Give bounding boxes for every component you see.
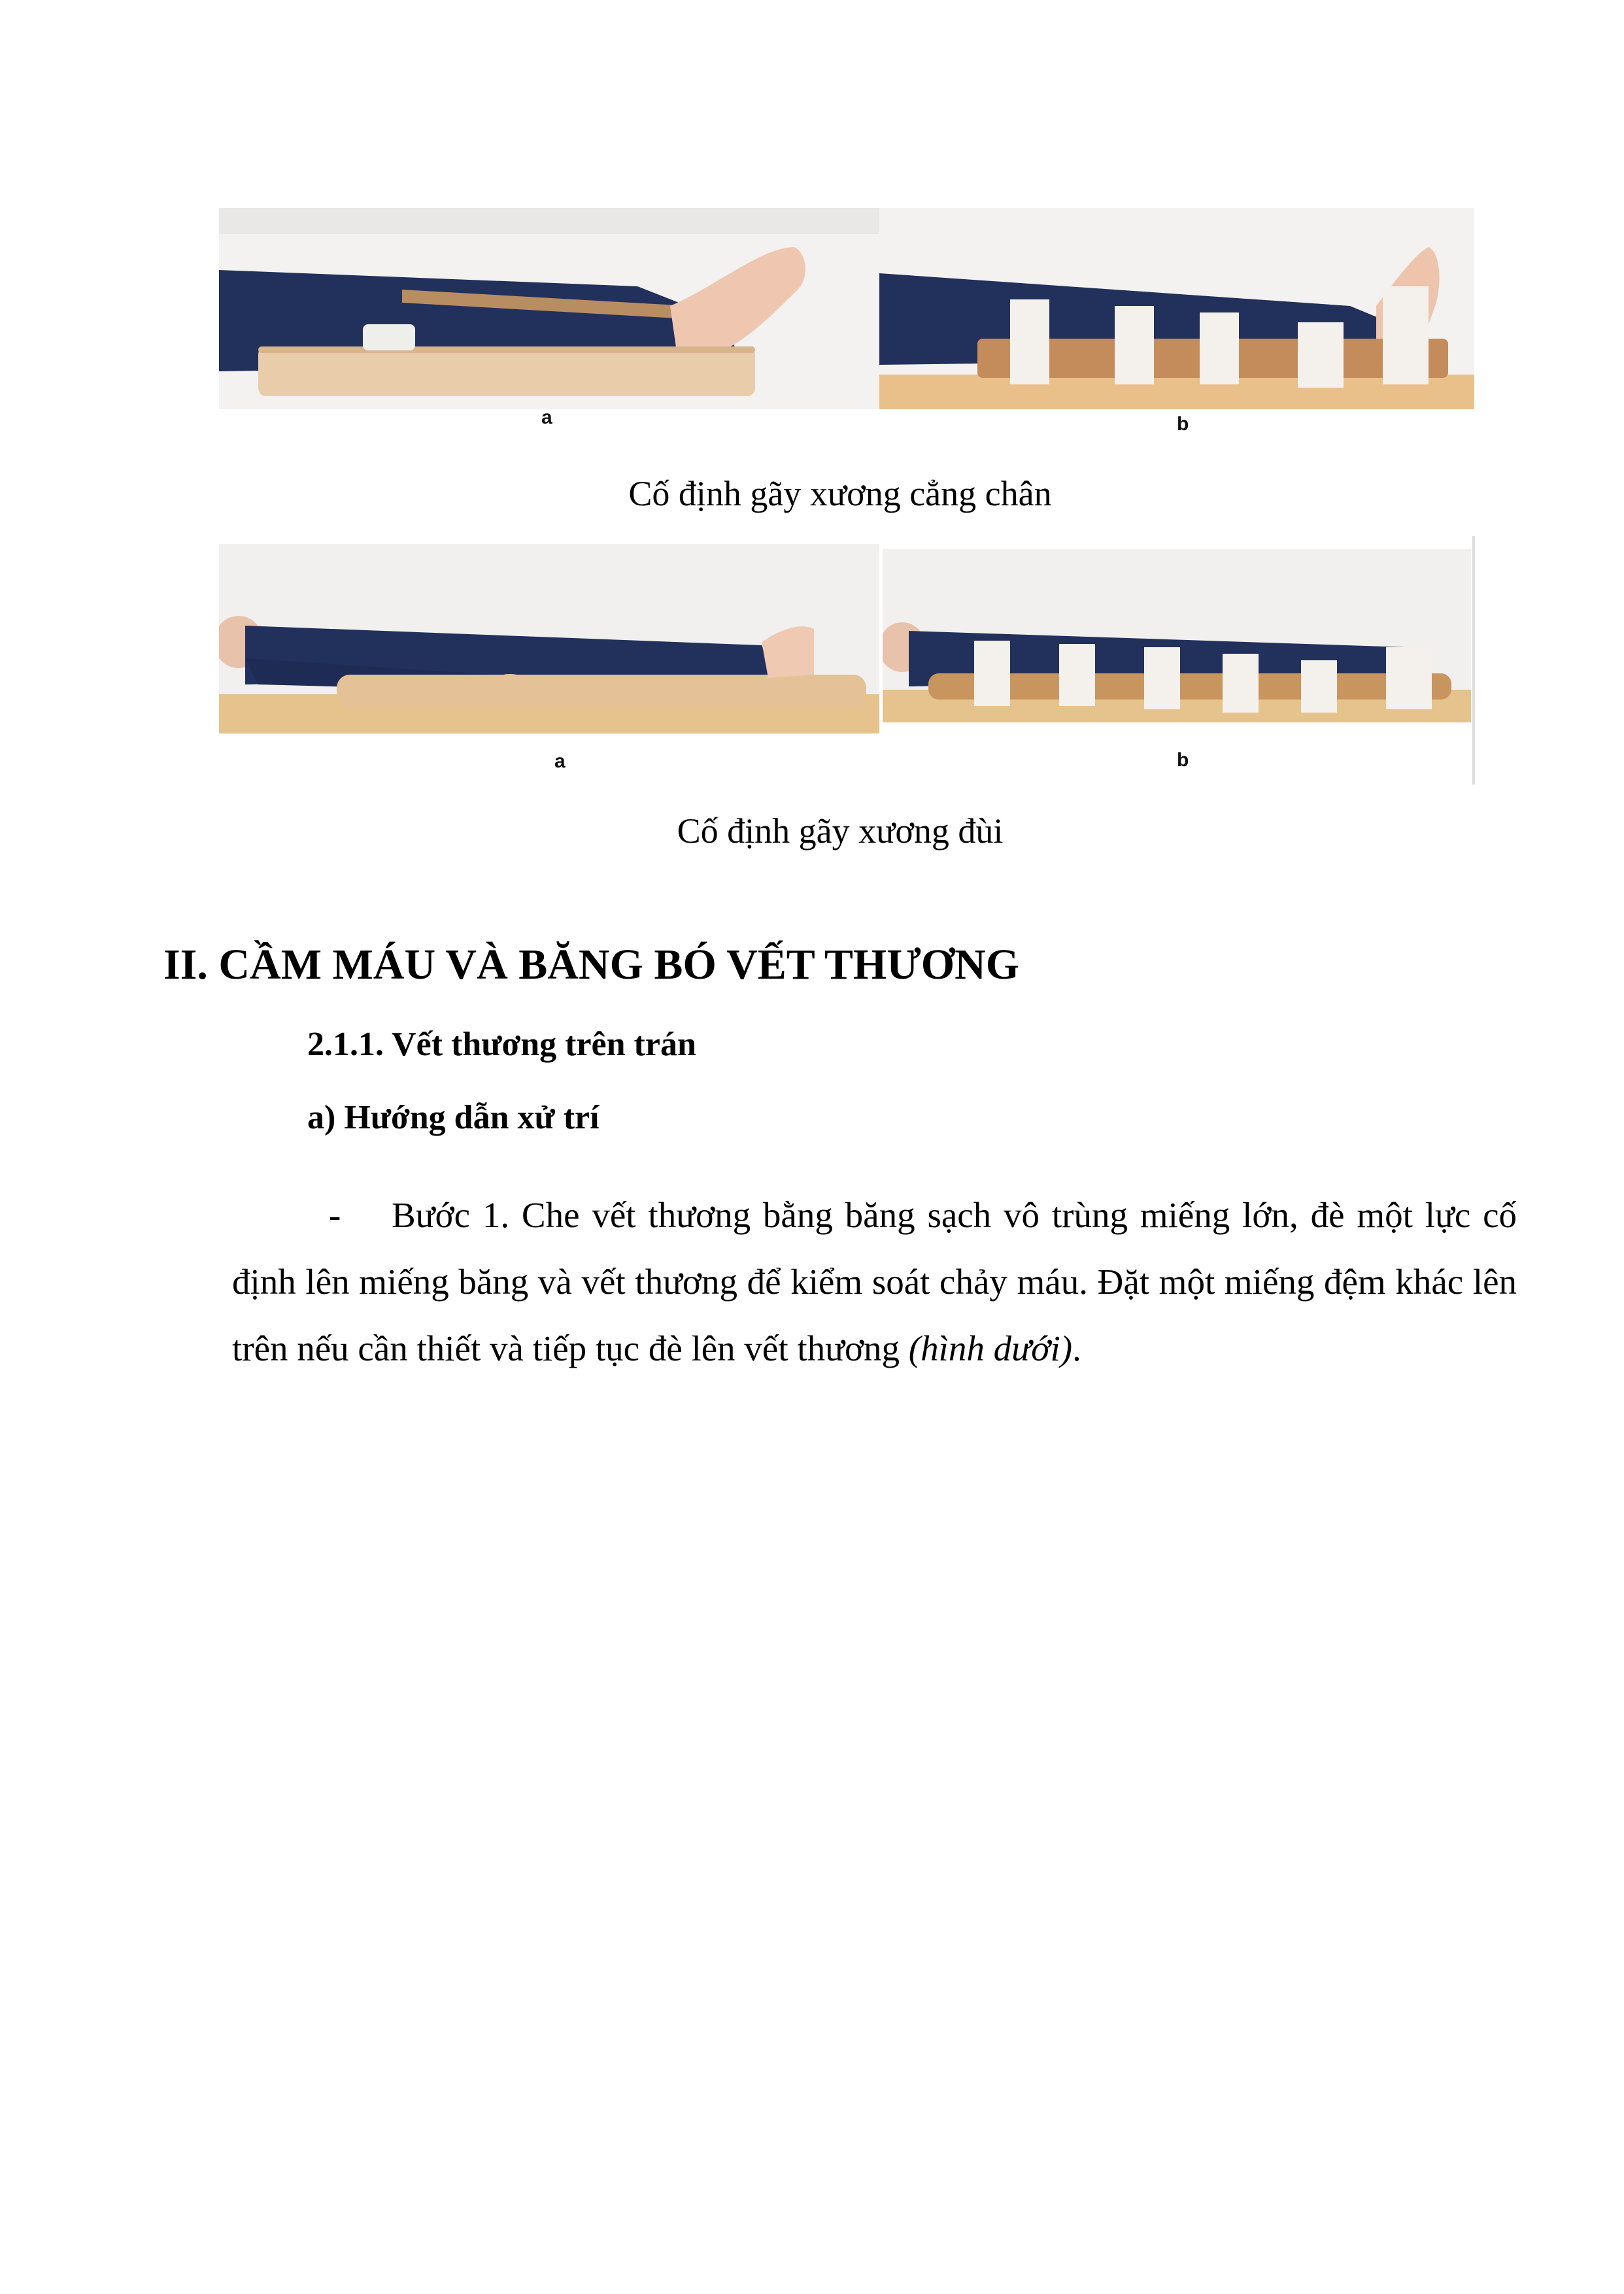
- instruction-paragraph: [232, 1182, 1517, 1382]
- figure2-caption: Cố định gãy xương đùi: [677, 811, 1004, 851]
- paragraph-end: .: [1072, 1328, 1081, 1368]
- figure2-photo-b: [883, 549, 1471, 722]
- paragraph-text: Bước 1. Che vết thương bằng băng sạch vô trùng miếng lớn, đè một lực cố định lên miếng băng và vết thương để kiểm soát chảy máu. Đặt một miếng đệm khác lên trên nếu cần thiết và tiếp tục đè lên vết thương: [232, 1195, 1517, 1368]
- figure1-label-b: b: [1177, 413, 1189, 435]
- subsection-heading: 2.1.1. Vết thương trên trán: [307, 1026, 696, 1063]
- section-heading: II. CẦM MÁU VÀ BĂNG BÓ VẾT THƯƠNG: [163, 941, 1020, 988]
- figure1-photo-b-illustration: [879, 208, 1474, 409]
- figure2-right-border: [1472, 536, 1475, 784]
- figure1-label-a: a: [541, 407, 552, 428]
- figure1-caption: Cố định gãy xương cẳng chân: [628, 474, 1052, 513]
- figure1-photo-a-illustration: [219, 208, 879, 409]
- bullet-dash: -: [329, 1195, 341, 1235]
- figure2-label-b: b: [1177, 749, 1189, 771]
- figure1-photo-a: [219, 208, 879, 409]
- figure1-photo-b: [879, 208, 1474, 409]
- subsubsection-heading: a) Hướng dẫn xử trí: [307, 1099, 600, 1136]
- figure2-photo-b-illustration: [883, 549, 1471, 722]
- figure2-photo-a-illustration: [219, 544, 879, 734]
- figure2-photo-a: [219, 544, 879, 734]
- paragraph-italic-reference: (hình dưới): [908, 1328, 1073, 1368]
- figure2-label-a: a: [554, 751, 566, 772]
